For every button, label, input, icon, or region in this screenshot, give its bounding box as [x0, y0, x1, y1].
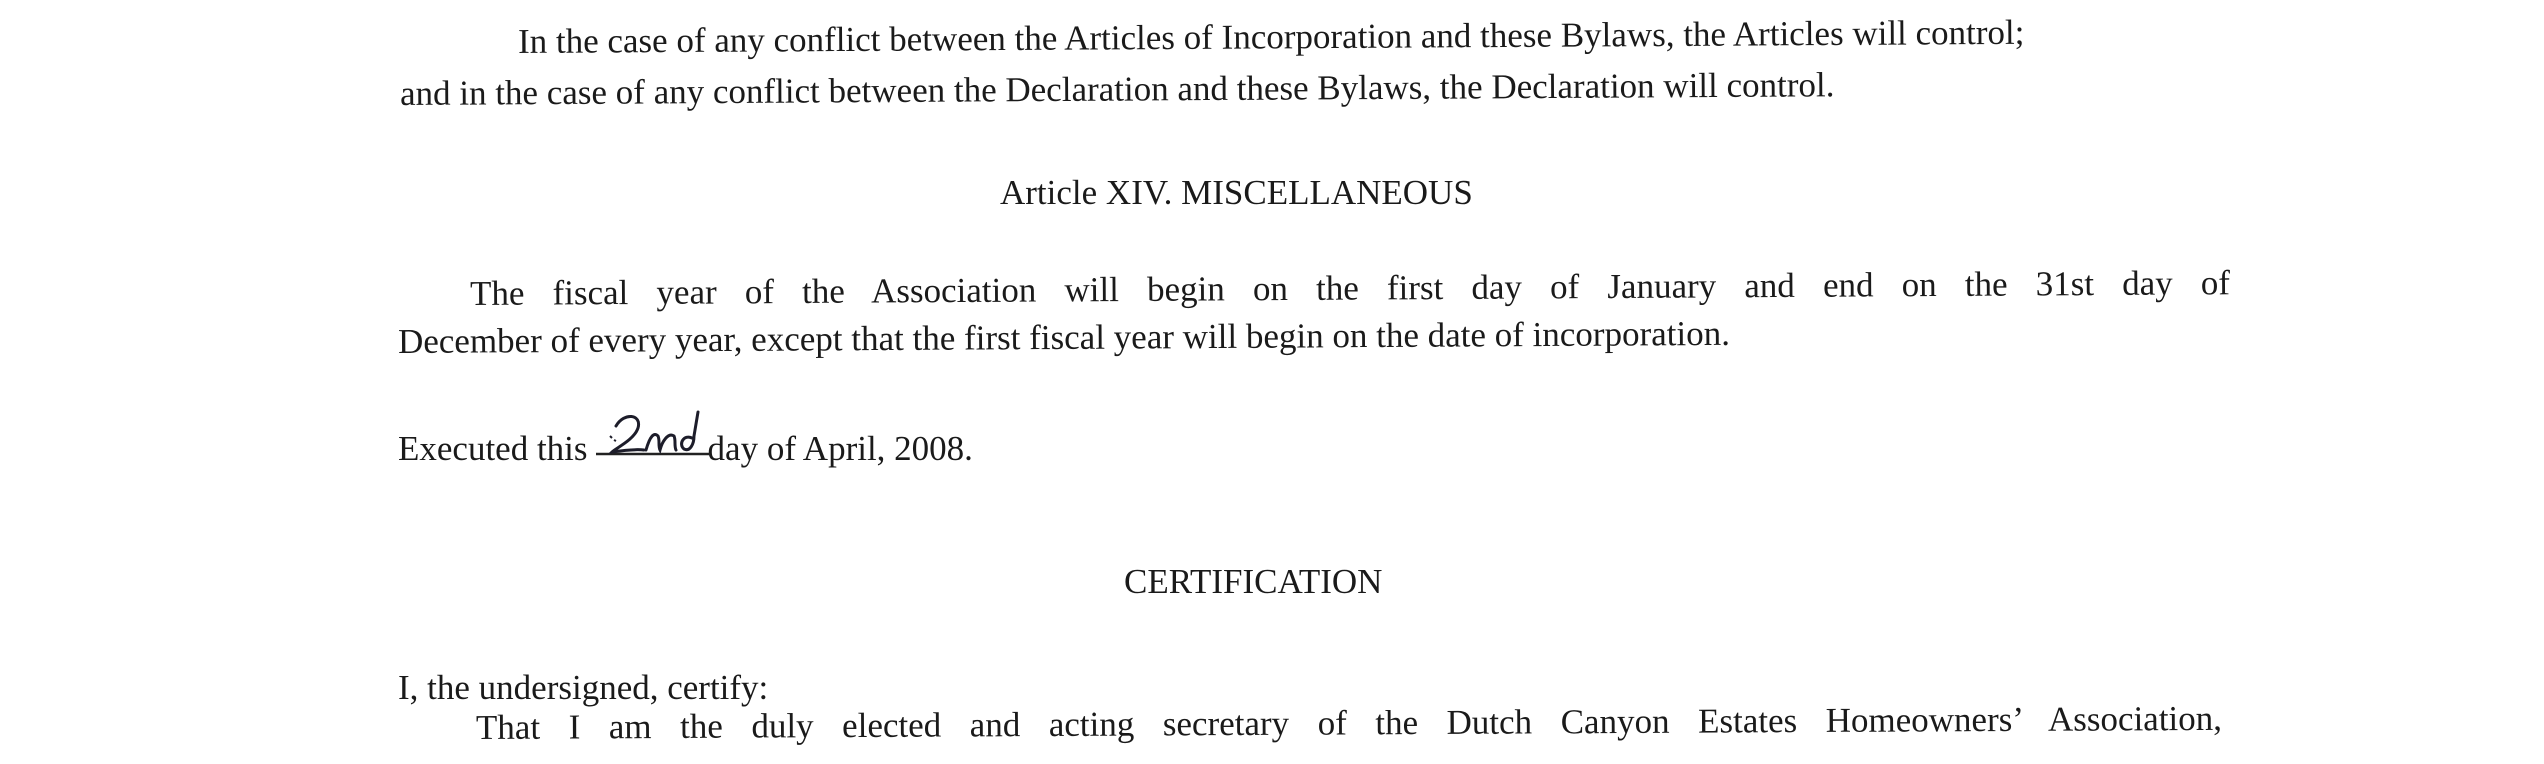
- certification-line-1: That I am the duly elected and acting secretary of the Dutch Canyon Estates Homeowners’ Association,: [475, 698, 2223, 747]
- handwritten-day-ink: [596, 406, 711, 466]
- handwritten-day-signature: [596, 420, 708, 460]
- certification-intro: I, the undersigned, certify:: [398, 668, 769, 707]
- executed-suffix: day of April, 2008.: [707, 429, 973, 468]
- executed-line: [398, 420, 973, 469]
- fiscal-paragraph-line-1: The fiscal year of the Association will begin on the first day of January and end on the 31st day of: [469, 263, 2231, 313]
- conflict-paragraph-line-1: In the case of any conflict between the Articles of Incorporation and these Bylaws, the Articles will control;: [517, 12, 2025, 61]
- article-heading: Article XIV. MISCELLANEOUS: [1000, 173, 1473, 212]
- fiscal-paragraph-line-2: December of every year, except that the first fiscal year will begin on the date of incorporation.: [397, 313, 1731, 361]
- certification-heading: CERTIFICATION: [1124, 562, 1383, 601]
- executed-prefix: Executed this: [398, 429, 588, 468]
- conflict-paragraph-line-2: and in the case of any conflict between the Declaration and these Bylaws, the Declaration will control.: [399, 65, 1835, 113]
